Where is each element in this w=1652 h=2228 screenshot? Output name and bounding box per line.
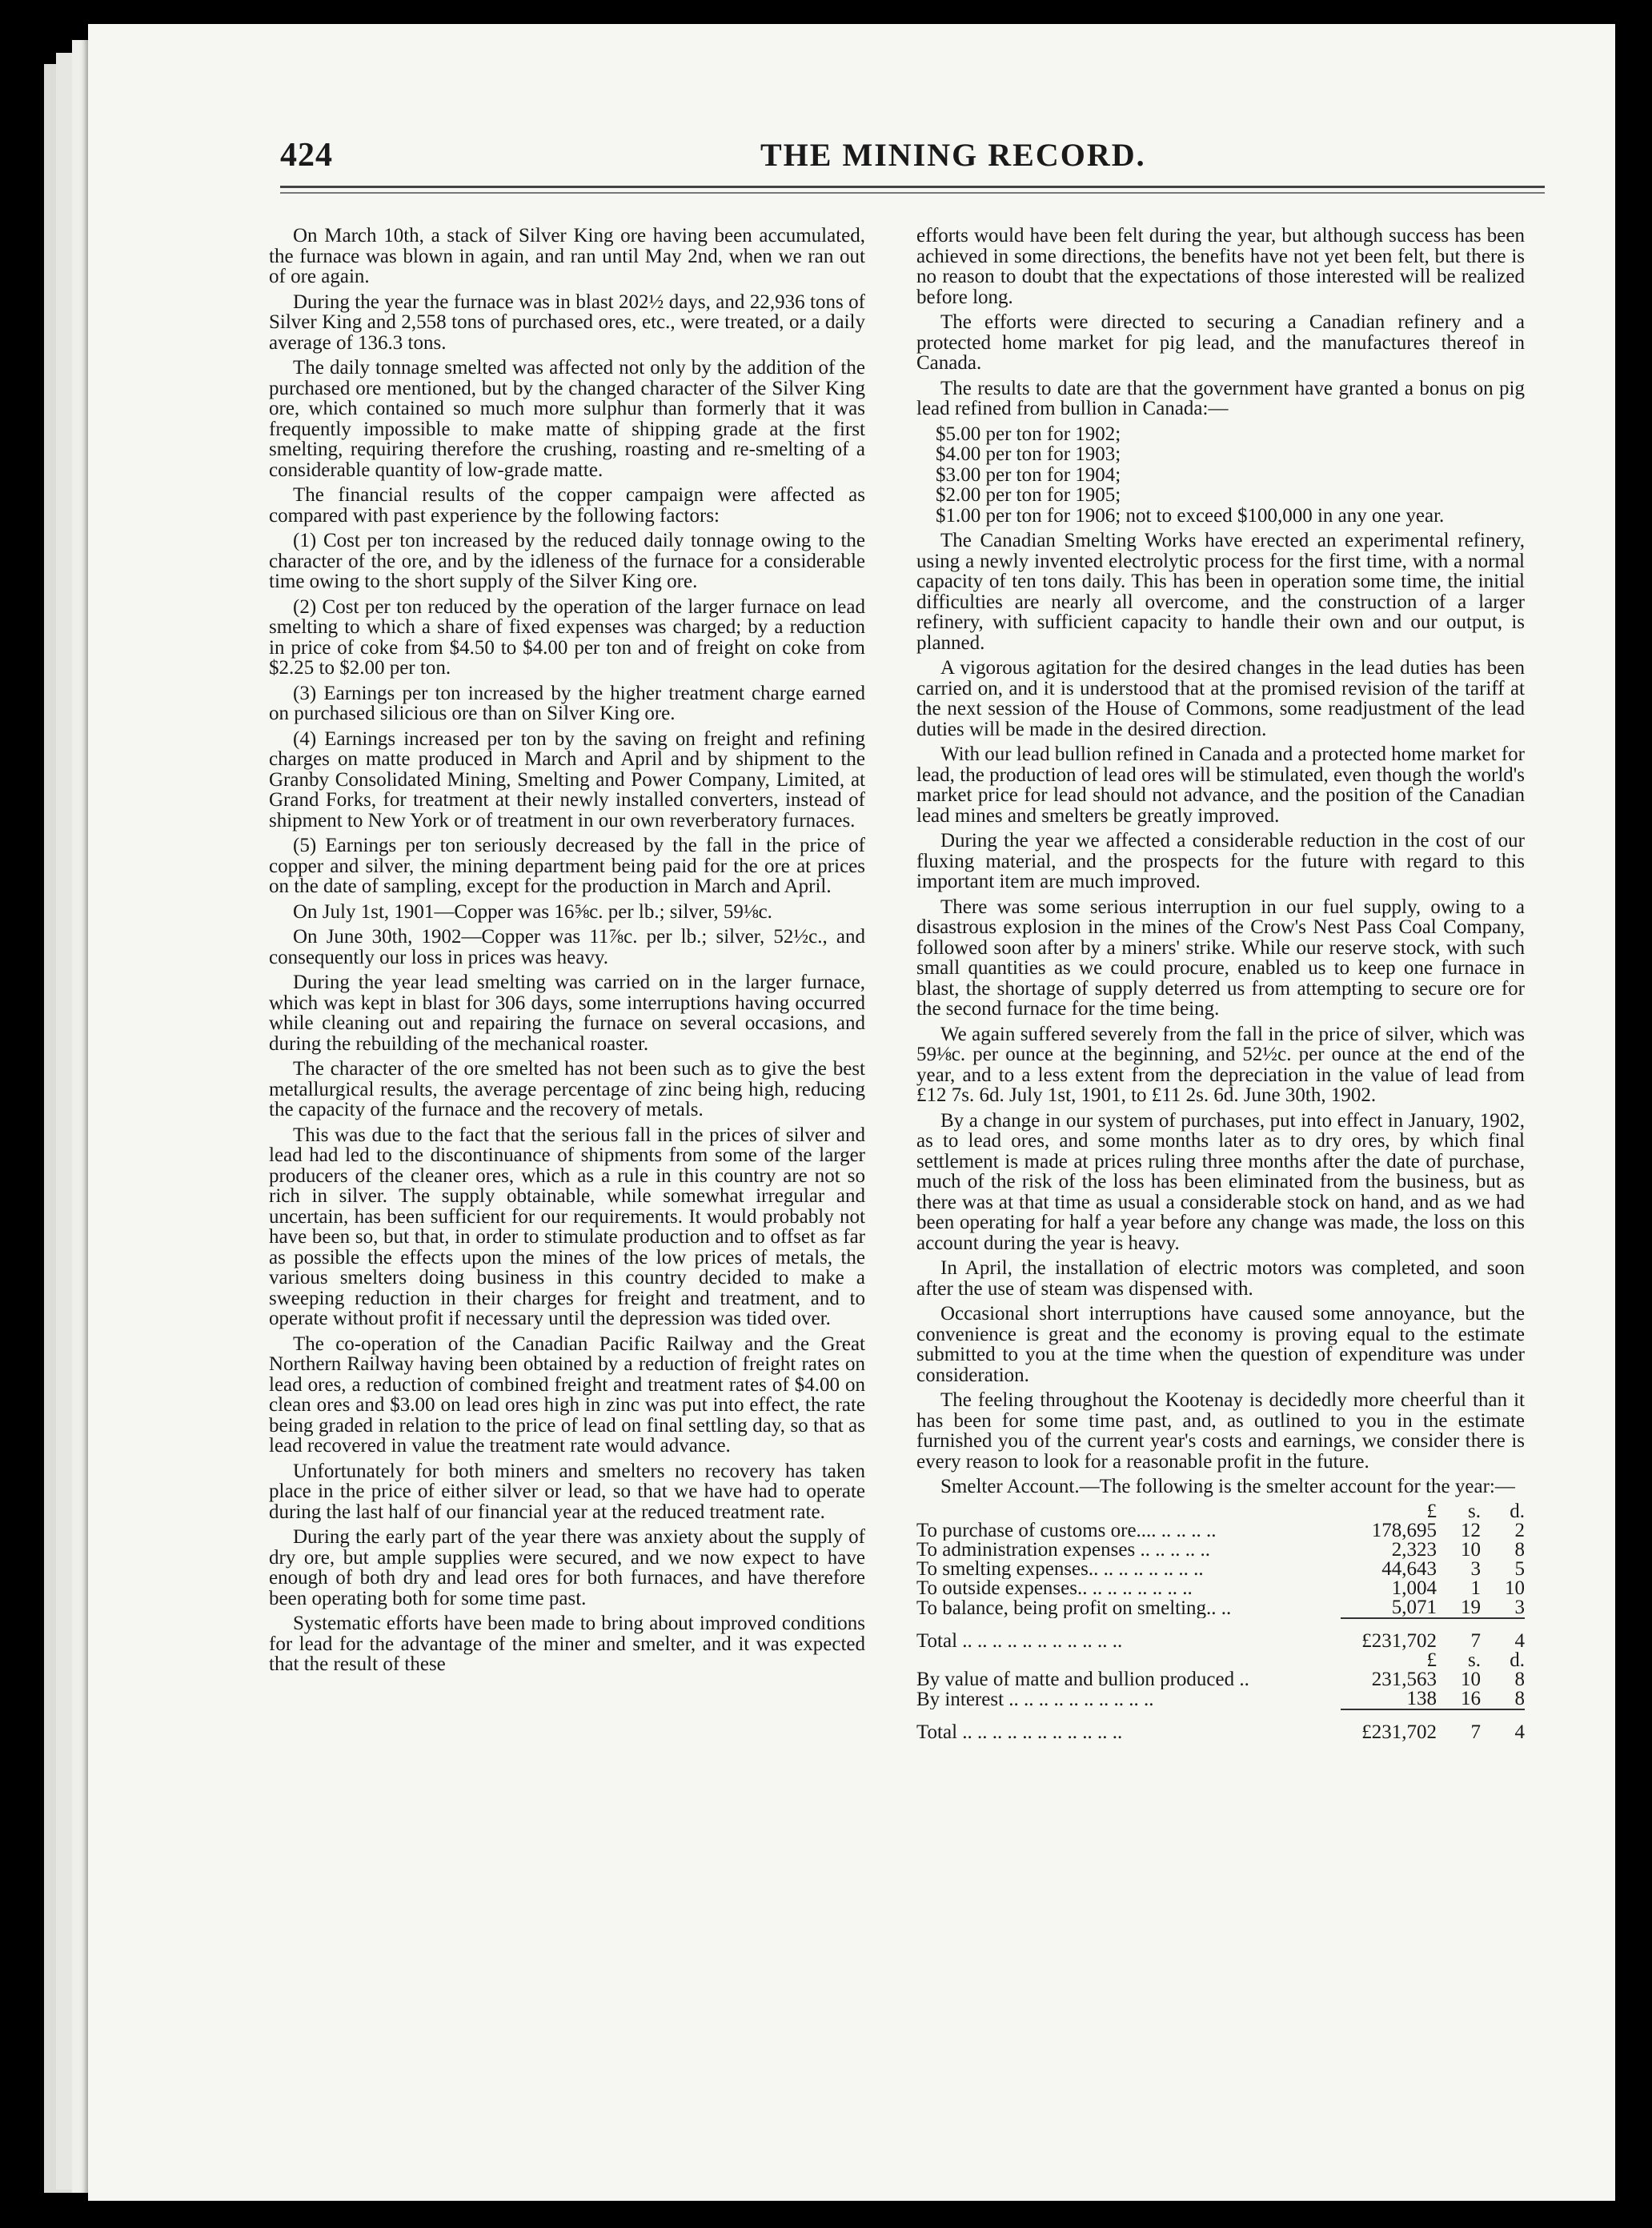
account-description: To balance, being profit on smelting.. ..: [916, 1597, 1232, 1618]
pounds-header: £: [1426, 1649, 1437, 1671]
account-pence: 3: [1514, 1596, 1525, 1618]
paragraph: In April, the installation of electric motors was completed, and soon after the use of steam was dispensed with.: [916, 1257, 1525, 1300]
paragraph: The efforts were directed to securing a Canadian refinery and a protected home market for pig lead, and the manufactures thereof in Canada.: [916, 311, 1525, 374]
account-shillings: 12: [1461, 1519, 1481, 1541]
shillings-header: s.: [1468, 1500, 1481, 1522]
account-shillings: 10: [1461, 1538, 1481, 1561]
paragraph: (2) Cost per ton reduced by the operation of the larger furnace on lead smelting to which a share of fixed expenses was charged; by a reduction in price of coke from $4.50 to $4.00 per ton and of freight on coke from $2.25 to $2.00 per ton.: [269, 595, 865, 679]
paragraph: The results to date are that the government have granted a bonus on pig lead refined from bullion in Canada:—: [916, 377, 1525, 419]
paragraph: The co-operation of the Canadian Pacific Railway and the Great Northern Railway having been obtained by a reduction of freight rates on lead ores, a reduction of combined freight and treatment rates of $4.00 on clean ores and $3.00 on lead ores high in zinc was put into effect, the rate being graded in relation to the price of lead on final settling day, so that as lead recovered in value the treatment rate would advance.: [269, 1332, 865, 1457]
account-shillings: 3: [1470, 1557, 1481, 1580]
account-total-row: [916, 1618, 1525, 1651]
account-row: [916, 1521, 1525, 1541]
account-description: Total .. .. .. .. .. .. .. .. .. .. ..: [916, 1721, 1123, 1742]
paragraph: (1) Cost per ton increased by the reduced daily tonnage owing to the character of the ore, and by the idleness of the furnace for a considerable time owing to the short supply of the Silver King ore.: [269, 530, 865, 592]
paragraph: A vigorous agitation for the desired changes in the lead duties has been carried on, and it is understood that at the promised revision of the tariff at the next session of the House of Commons, some readjustment of the lead duties will be made in the desired direction.: [916, 657, 1525, 740]
account-pounds: 178,695: [1371, 1519, 1437, 1541]
paragraph: (5) Earnings per ton seriously decreased by the fall in the price of copper and silver, the mining department being paid for the ore at prices on the date of sampling, except for the production in March and April.: [269, 835, 865, 897]
paragraph: Smelter Account.—The following is the smelter account for the year:—: [940, 1476, 1515, 1497]
account-row: [916, 1560, 1525, 1579]
paragraph: efforts would have been felt during the year, but although success has been achieved in some directions, the benefits have not yet been felt, but there is no reason to doubt that the expectations of those interested will be realized before long.: [916, 225, 1525, 308]
account-row: [916, 1579, 1525, 1598]
paragraph: During the year we affected a considerable reduction in the cost of our fluxing material, and the prospects for the future with regard to this important item are much improved.: [916, 830, 1525, 892]
bonus-rate-item: $4.00 per ton for 1903;: [936, 443, 1121, 465]
pounds-header: £: [1426, 1500, 1437, 1522]
account-shillings: 19: [1461, 1596, 1481, 1618]
pence-header: d.: [1510, 1500, 1525, 1522]
account-description: By interest .. .. .. .. .. .. .. .. .. ..: [916, 1689, 1154, 1709]
account-shillings: 10: [1461, 1668, 1481, 1690]
account-pounds: £231,702: [1341, 1618, 1437, 1651]
header-rule: [280, 192, 1545, 194]
paragraph: (3) Earnings per ton increased by the higher treatment charge earned on purchased silicious ore than on Silver King ore.: [269, 682, 865, 724]
account-description: By value of matte and bullion produced ..: [916, 1669, 1249, 1689]
account-description: To purchase of customs ore.... .. .. .. ..: [916, 1521, 1217, 1541]
account-pounds: 231,563: [1371, 1668, 1437, 1690]
account-shillings: 1: [1470, 1577, 1481, 1599]
paragraph: During the early part of the year there was anxiety about the supply of dry ore, but ample supplies were secured, and we now expect to have enough of both dry and lead ores for both furnaces, and have therefore been operating both for some time past.: [269, 1526, 865, 1609]
account-header-row: [916, 1502, 1525, 1521]
account-pounds: £231,702: [1341, 1709, 1437, 1742]
account-pence: 5: [1514, 1557, 1525, 1580]
paragraph: We again suffered severely from the fall in the price of silver, which was 59⅛c. per ounce at the beginning, and 52½c. per ounce at the end of the year, and to a less extent from the depreciation in the value of lead from £12 7s. 6d. July 1st, 1901, to £11 2s. 6d. June 30th, 1902.: [916, 1023, 1525, 1106]
account-pounds: 5,071: [1391, 1596, 1437, 1618]
paragraph: On July 1st, 1901—Copper was 16⅝c. per lb.; silver, 59⅛c.: [293, 900, 772, 923]
account-pence: 4: [1481, 1618, 1525, 1651]
shillings-header: s.: [1468, 1649, 1481, 1671]
account-pounds: 44,643: [1381, 1557, 1437, 1580]
account-shillings: 16: [1461, 1687, 1481, 1709]
account-row: [916, 1689, 1525, 1709]
scan-border: [1615, 0, 1652, 2228]
bonus-rate-list: [936, 424, 1525, 527]
journal-title: THE MINING RECORD.: [760, 137, 1146, 173]
paragraph: The financial results of the copper campaign were affected as compared with past experience by the following factors:: [269, 484, 865, 527]
paragraph: (4) Earnings increased per ton by the saving on freight and refining charges on matte produced in March and April and by shipment to the Granby Consolidated Mining, Smelting and Power Company, Limited, at Grand Forks, for treatment at their newly installed converters, instead of shipment to New York or of treatment in our own reverberatory furnaces.: [269, 727, 865, 831]
account-shillings: 7: [1437, 1618, 1481, 1651]
right-column-intro: [916, 226, 1525, 419]
account-total-row: [916, 1709, 1525, 1742]
bonus-rate-item: $1.00 per ton for 1906; not to exceed $100,000 in any one year.: [936, 504, 1445, 527]
paragraph: The character of the ore smelted has not been such as to give the best metallurgical results, the average percentage of zinc being high, reducing the capacity of the furnace and the recovery of metals.: [269, 1058, 865, 1120]
account-pence: 8: [1514, 1687, 1525, 1709]
pence-header: d.: [1510, 1649, 1525, 1671]
bonus-rate-item: $3.00 per ton for 1904;: [936, 463, 1121, 486]
paragraph: There was some serious interruption in our fuel supply, owing to a disastrous explosion in the mines of the Crow's Nest Pass Coal Company, followed soon after by a miners' strike. While our reserve stock, with such small quantities as we could procure, enabled us to keep one furnace in blast, the shortage of supply deterred us from attempting to secure ore for the second furnace for the time being.: [916, 896, 1525, 1020]
paragraph: During the year lead smelting was carried on in the larger furnace, which was kept in blast for 306 days, some interruptions having occurred while cleaning out and repairing the furnace on several occasions, and during the rebuilding of the mechanical roaster.: [269, 972, 865, 1055]
account-description: To smelting expenses.. .. .. .. .. .. .. ..: [916, 1559, 1204, 1579]
account-pence: 2: [1514, 1519, 1525, 1541]
paragraph: The Canadian Smelting Works have erected an experimental refinery, using a newly invented electrolytic process for the first time, with a normal capacity of ten tons daily. This has been in operation some time, the initial difficulties are nearly all overcome, and the construction of a larger refinery, with sufficient capacity to handle their own and our output, is planned.: [916, 530, 1525, 654]
paragraph: On March 10th, a stack of Silver King ore having been accumulated, the furnace was blown in again, and ran until May 2nd, when we ran out of ore again.: [269, 225, 865, 287]
account-pounds: 138: [1406, 1687, 1437, 1709]
right-column: [916, 226, 1525, 1742]
bonus-rate-item: $5.00 per ton for 1902;: [936, 423, 1121, 445]
account-pounds: 1,004: [1391, 1577, 1437, 1599]
account-pence: 8: [1514, 1538, 1525, 1561]
paragraph: During the year the furnace was in blast 202½ days, and 22,936 tons of Silver King and 2,558 tons of purchased ores, etc., were treated, or a daily average of 136.3 tons.: [269, 291, 865, 354]
account-pounds: 2,323: [1391, 1538, 1437, 1561]
account-header-row: [916, 1651, 1525, 1670]
page-number: 424: [280, 137, 333, 174]
paragraph: Unfortunately for both miners and smelters no recovery has taken place in the price of either silver or lead, so that we have had to operate during the last half of our financial year at the reduced treatment rate.: [269, 1460, 865, 1523]
paragraph: With our lead bullion refined in Canada and a protected home market for lead, the production of lead ores will be stimulated, even though the world's market price for lead should not advance, and the position of the Canadian lead mines and smelters be greatly improved.: [916, 743, 1525, 827]
account-row: [916, 1598, 1525, 1618]
paragraph: On June 30th, 1902—Copper was 11⅞c. per lb.; silver, 52½c., and consequently our loss in prices was heavy.: [269, 926, 865, 968]
account-pence: 10: [1505, 1577, 1525, 1599]
account-pence: 8: [1514, 1668, 1525, 1690]
account-row: [916, 1541, 1525, 1560]
left-column: [269, 226, 865, 1680]
page-header: [280, 136, 1545, 184]
smelter-account-table: [916, 1502, 1525, 1742]
bonus-rate-item: $2.00 per ton for 1905;: [936, 484, 1121, 506]
header-rule: [280, 186, 1545, 188]
account-row: [916, 1670, 1525, 1689]
account-description: To outside expenses.. .. .. .. .. .. .. ..: [916, 1578, 1193, 1598]
paragraph: The daily tonnage smelted was affected not only by the addition of the purchased ore mentioned, but by the changed character of the Silver King ore, which contained so much more sulphur than formerly that it was frequently impossible to make matte of shipping grade at the first smelting, requiring therefore the crushing, roasting and re-smelting of a considerable quantity of low-grade matte.: [269, 357, 865, 481]
paragraph: Systematic efforts have been made to bring about improved conditions for lead for the advantage of the miner and smelter, and it was expected that the result of these: [269, 1613, 865, 1675]
paragraph: The feeling throughout the Kootenay is decidedly more cheerful than it has been for some time past, and, as outlined to you in the estimate furnished you of the current year's costs and earnings, we consider there is every reason to look for a reasonable profit in the future.: [916, 1389, 1525, 1473]
header-spacer: [916, 1651, 1341, 1670]
right-column-body: [916, 531, 1525, 1497]
paragraph: By a change in our system of purchases, put into effect in January, 1902, as to lead ores, and some months later as to dry ores, by which final settlement is made at prices ruling three months after the date of purchase, much of the risk of the loss has been eliminated from the business, but as there was at that time as usual a considerable stock on hand, and as we had been operating for half a year before any change was made, the loss on this account during the year is heavy.: [916, 1109, 1525, 1254]
account-description: Total .. .. .. .. .. .. .. .. .. .. ..: [916, 1629, 1123, 1651]
paragraph: Occasional short interruptions have caused some annoyance, but the convenience is great and the economy is proving equal to the estimate submitted to you at the time when the question of expenditure was under consideration.: [916, 1303, 1525, 1386]
account-description: To administration expenses .. .. .. .. ..: [916, 1540, 1210, 1560]
account-shillings: 7: [1437, 1709, 1481, 1742]
account-pence: 4: [1481, 1709, 1525, 1742]
paragraph: This was due to the fact that the serious fall in the prices of silver and lead had led to the discontinuance of shipments from some of the larger producers of the cleaner ores, which as a rule in this country are not so rich in silver. The supply obtainable, while somewhat irregular and uncertain, has been sufficient for our requirements. It would probably not have been so, but that, in order to stimulate production and to offset as far as possible the effects upon the mines of the low prices of metals, the various smelters doing business in this country decided to make a sweeping reduction in their charges for freight and treatment, and to operate without profit if necessary until the depression was tided over.: [269, 1124, 865, 1329]
header-spacer: [916, 1502, 1341, 1521]
